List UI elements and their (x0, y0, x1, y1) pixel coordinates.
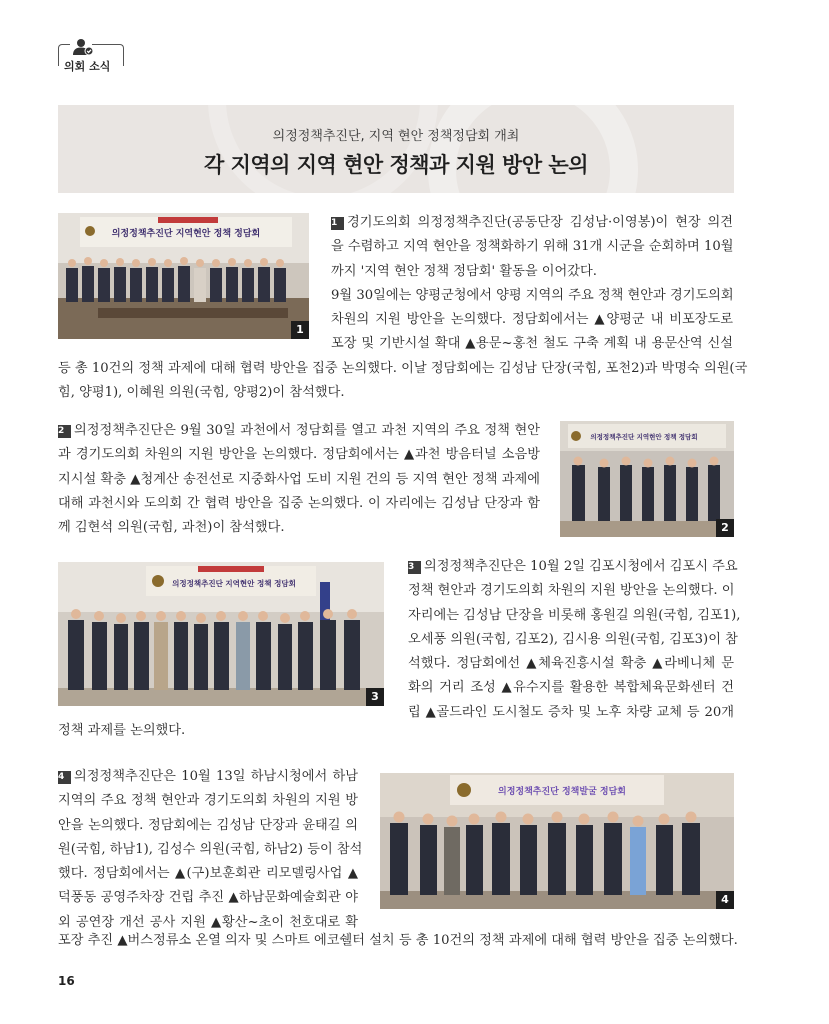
photo-2 (560, 421, 734, 537)
photo-number: 4 (716, 891, 734, 909)
photo-banner-text: 의정정책추진단 지역현안 정책 정담회 (111, 229, 261, 239)
paragraph-line: 9월 30일에는 양평군청에서 양평 지역의 주요 정책 현안과 경기도의회 (331, 287, 734, 303)
paragraph-number-badge: 1 (331, 217, 344, 230)
paragraph-line: 석했다. 정담회에선 ▲체육진흥시설 확충 ▲라베니체 문 (408, 656, 734, 672)
paragraph-line: 2 의정정책추진단은 9월 30일 과천에서 정담회를 열고 과천 지역의 주요 정책 현안 (58, 423, 540, 438)
section-label: 의회 소식 (64, 60, 111, 73)
paragraph-2 (58, 419, 540, 540)
paragraph-line: 원(국힘, 하남1), 김성수 의원(국힘, 하남2) 등이 참석 (58, 841, 363, 857)
page-number: 16 (58, 974, 75, 988)
paragraph-number-badge: 4 (58, 771, 71, 784)
council-person-icon (70, 38, 92, 56)
paragraph-1 (331, 211, 733, 357)
paragraph-line: 4 의정정책추진단은 10월 13일 하남시청에서 하남 (58, 769, 358, 784)
paragraph-line: 포장 추진 ▲버스정류소 온열 의자 및 스마트 에코쉘터 설치 등 총 10건의 정책 과제에 대해 협력 방안을 집중 논의했다. (58, 933, 738, 948)
paragraph-number-badge: 3 (408, 561, 421, 574)
paragraph-line: 안을 논의했다. 정담회에는 김성남 단장과 윤태길 의 (58, 817, 358, 833)
paragraph-line: 께 김현석 의원(국힘, 과천)이 참석했다. (58, 520, 285, 536)
paragraph-line: 했다. 정담회에서는 ▲(구)보훈회관 리모델링사업 ▲ (58, 866, 358, 882)
paragraph-line: 차원의 지원 방안을 논의했다. 정담회에서는 ▲양평군 내 비포장도로 (331, 312, 733, 328)
paragraph-line: 까지 '지역 현안 정책 정담회' 활동을 이어갔다. (331, 263, 597, 279)
paragraph-line: 포장 및 기반시설 확대 ▲용문~홍천 철도 구축 계획 내 용문산역 신설 (331, 336, 733, 352)
photo-number: 3 (366, 688, 384, 706)
photo-number: 2 (716, 519, 734, 537)
paragraph-line: 1 경기도의회 의정정책추진단(공동단장 김성남·이영봉)이 현장 의견 (331, 215, 733, 230)
paragraph-line: 오세풍 의원(국힘, 김포2), 김시용 의원(국힘, 김포3)이 참 (408, 631, 738, 647)
photo-number: 1 (291, 321, 309, 339)
paragraph-4 (58, 765, 363, 935)
paragraph-line: 지역의 주요 정책 현안과 경기도의회 차원의 지원 방 (58, 793, 358, 809)
paragraph-line: 힘, 양평1), 이혜원 의원(국힘, 양평2)이 참석했다. (58, 385, 345, 401)
photo-banner-text: 의정정책추진단 지역현안 정책 정담회 (172, 579, 296, 588)
photo-4 (380, 773, 734, 909)
paragraph-line: 화의 거리 조성 ▲유수지를 활용한 복합체육문화센터 건 (408, 680, 734, 696)
paragraph-line: 을 수렴하고 지역 현안을 정책화하기 위해 31개 시군을 순회하며 10월 (331, 239, 734, 255)
headline-banner (58, 105, 734, 193)
paragraph-3 (408, 555, 741, 725)
article-subtitle: 의정정책추진단, 지역 현안 정책정담회 개최 (272, 129, 520, 144)
paragraph-line: 자리에는 김성남 단장을 비롯해 홍원길 의원(국힘, 김포1), (408, 607, 741, 623)
paragraph-line: 정책 현안과 경기도의회 차원의 지원 방안을 논의했다. 이 (408, 583, 735, 599)
paragraph-line: 대해 과천시와 도의회 간 협력 방안을 집중 논의했다. 이 자리에는 김성남 단장과 함 (58, 495, 540, 511)
paragraph-line: 덕풍동 공영주차장 건립 추진 ▲하남문화예술회관 야 (58, 890, 358, 906)
paragraph-3-continued (58, 719, 734, 743)
paragraph-line: 립 ▲골드라인 도시철도 증차 및 노후 차량 교체 등 20개 (408, 704, 734, 720)
photo-banner-text: 의정정책추진단 지역현안 정책 정담회 (590, 433, 698, 441)
paragraph-number-badge: 2 (58, 425, 71, 438)
paragraph-line: 등 총 10건의 정책 과제에 대해 협력 방안을 집중 논의했다. 이날 정담회에는 김성남 단장(국힘, 포천2)과 박명숙 의원(국 (58, 361, 748, 376)
photo-1 (58, 213, 309, 339)
paragraph-line: 지시설 확충 ▲청계산 송전선로 지중화사업 도비 지원 건의 등 지역 현안 정책 과제에 (58, 471, 540, 487)
paragraph-1-continued (58, 357, 748, 406)
photo-banner-text: 의정정책추진단 정책발굴 정담회 (498, 787, 626, 797)
paragraph-line: 과 경기도의회 차원의 지원 방안을 논의했다. 정담회에서는 ▲과천 방음터널 소음방 (58, 447, 540, 463)
photo-3 (58, 562, 384, 706)
paragraph-line: 3 의정정책추진단은 10월 2일 김포시청에서 김포시 주요 (408, 559, 738, 574)
paragraph-4-continued (58, 929, 738, 953)
paragraph-line: 외 공연장 개선 공사 지원 ▲황산~초이 천호대로 확 (58, 914, 358, 930)
paragraph-line: 정책 과제를 논의했다. (58, 723, 186, 738)
article-title: 각 지역의 지역 현안 정책과 지원 방안 논의 (203, 153, 589, 177)
